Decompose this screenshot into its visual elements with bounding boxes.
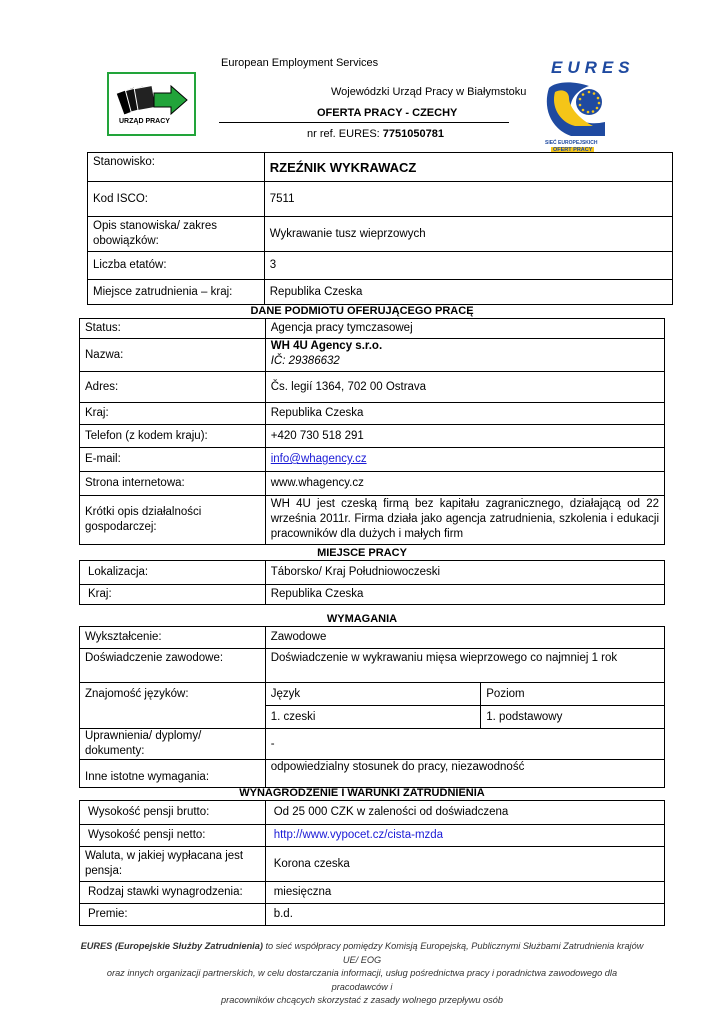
website-label: Strona internetowa:	[80, 472, 266, 496]
isco-label: Kod ISCO:	[88, 182, 265, 217]
salary-section-title: WYNAGRODZENIE I WARUNKI ZATRUDNIENIA	[239, 787, 485, 799]
languages-label: Znajomość języków:	[80, 683, 266, 729]
employer-table	[79, 318, 665, 545]
rate-type-label: Rodzaj stawki wynagrodzenia:	[80, 882, 266, 904]
other-req-value: odpowiedzialny stosunek do pracy, niezawodność	[265, 760, 664, 788]
requirements-section-title: WYMAGANIA	[326, 613, 398, 625]
table-row	[80, 729, 665, 760]
table-row	[80, 847, 665, 882]
urzad-pracy-logo-text: URZĄD PRACY	[119, 118, 170, 125]
email-link[interactable]: info@whagency.cz	[270, 453, 367, 465]
workplace-country-label-2: Kraj:	[80, 585, 266, 605]
requirements-table	[79, 626, 665, 788]
urzad-pracy-logo	[107, 72, 196, 136]
net-salary-label: Wysokość pensji netto:	[80, 825, 266, 847]
position-value: RZEŹNIK WYKRAWACZ	[264, 153, 672, 182]
table-row	[80, 319, 665, 339]
table-row	[80, 825, 665, 847]
company-name: WH 4U Agency s.r.o.	[270, 340, 383, 352]
table-row	[80, 339, 665, 372]
urzad-pracy-logo-icon	[109, 74, 194, 134]
experience-value: Doświadczenie w wykrawaniu mięsa wieprzowego co najmniej 1 rok	[265, 649, 664, 683]
table-row	[88, 153, 673, 182]
header-divider	[219, 122, 509, 123]
other-req-label: Inne istotne wymagania:	[80, 760, 266, 788]
offer-title: OFERTA PRACY - CZECHY	[317, 107, 458, 119]
website-value: www.whagency.cz	[265, 472, 664, 496]
level-value: 1. podstawowy	[481, 706, 665, 729]
address-value: Čs. legií 1364, 702 00 Ostrava	[265, 372, 664, 403]
bonus-label: Premie:	[80, 904, 266, 926]
salary-table	[79, 800, 665, 926]
eures-logo-sub1: SIEĆ EUROPEJSKICH	[545, 140, 598, 146]
footer-bold: EURES (Europejskie Służby Zatrudnienia)	[80, 941, 263, 951]
workplace-country-value-2: Republika Czeska	[265, 585, 664, 605]
isco-value: 7511	[264, 182, 672, 217]
company-name-label: Nazwa:	[80, 339, 266, 372]
table-row	[80, 561, 665, 585]
employer-country-label: Kraj:	[80, 403, 266, 425]
eures-logo	[537, 58, 635, 154]
office-name: Wojewódzki Urząd Pracy w Białymstoku	[331, 86, 527, 98]
ref-number: 7751050781	[382, 128, 444, 140]
positions-count-label: Liczba etatów:	[88, 252, 265, 280]
ref-line	[307, 128, 444, 140]
location-value: Táborsko/ Kraj Południowoczeski	[265, 561, 664, 585]
table-row	[80, 882, 665, 904]
experience-label: Doświadczenie zawodowe:	[80, 649, 266, 683]
footer-line1: to sieć współpracy pomiędzy Komisją Europejską, Publicznymi Służbami Zatrudnienia krajów UE/ EOG	[262, 941, 644, 965]
table-row	[80, 403, 665, 425]
address-label: Adres:	[80, 372, 266, 403]
phone-label: Telefon (z kodem kraju):	[80, 425, 266, 448]
footer-note	[80, 940, 644, 1008]
business-desc-value: WH 4U jest czeską firmą bez kapitału zagranicznego, działającą od 22 września 2011r. Firma działa jako agencja zatrudnienia, szkolenia i edukacji pracowników dla dużych i małych firm	[265, 496, 664, 545]
position-label: Stanowisko:	[88, 153, 265, 182]
language-col-header: Język	[265, 683, 481, 706]
education-label: Wykształcenie:	[80, 627, 266, 649]
gross-salary-value: Od 25 000 CZK w zaleności od doświadczena	[265, 801, 664, 825]
table-row	[80, 448, 665, 472]
email-cell	[265, 448, 664, 472]
net-salary-link[interactable]: http://www.vypocet.cz/cista-mzda	[273, 829, 444, 841]
licenses-label: Uprawnienia/ dyplomy/ dokumenty:	[80, 729, 266, 760]
eures-emblem-icon	[541, 78, 611, 140]
top-title: European Employment Services	[221, 57, 379, 69]
table-row	[80, 683, 665, 706]
table-row	[80, 425, 665, 448]
level-col-header: Poziom	[481, 683, 665, 706]
table-row	[80, 472, 665, 496]
location-label: Lokalizacja:	[80, 561, 266, 585]
status-label: Status:	[80, 319, 266, 339]
gross-salary-label: Wysokość pensji brutto:	[80, 801, 266, 825]
status-value: Agencja pracy tymczasowej	[265, 319, 664, 339]
workplace-country-value: Republika Czeska	[264, 280, 672, 305]
table-row	[80, 585, 665, 605]
education-value: Zawodowe	[265, 627, 664, 649]
eures-logo-sub2: OFERT PRACY	[553, 147, 593, 153]
table-row	[80, 760, 665, 788]
employer-country-value: Republika Czeska	[265, 403, 664, 425]
table-row	[88, 252, 673, 280]
table-row	[80, 496, 665, 545]
phone-value: +420 730 518 291	[265, 425, 664, 448]
table-row	[80, 627, 665, 649]
company-ic: IČ: 29386632	[270, 355, 340, 367]
employer-section-title: DANE PODMIOTU OFERUJĄCEGO PRACĘ	[250, 305, 474, 317]
currency-label: Waluta, w jakiej wypłacana jest pensja:	[80, 847, 266, 882]
eures-logo-text: EURES	[551, 58, 635, 77]
footer-line3: pracowników chcących skorzystać z zasady wolnego przepływu osób	[221, 995, 503, 1005]
table-row	[80, 801, 665, 825]
duties-value: Wykrawanie tusz wieprzowych	[264, 217, 672, 252]
table-row	[88, 182, 673, 217]
company-name-cell	[265, 339, 664, 372]
table-row	[88, 280, 673, 305]
positions-count-value: 3	[264, 252, 672, 280]
language-value: 1. czeski	[265, 706, 481, 729]
table-row	[80, 904, 665, 926]
rate-type-value: miesięczna	[265, 882, 664, 904]
position-table	[87, 152, 673, 305]
email-label: E-mail:	[80, 448, 266, 472]
duties-label: Opis stanowiska/ zakres obowiązków:	[88, 217, 265, 252]
workplace-country-label: Miejsce zatrudnienia – kraj:	[88, 280, 265, 305]
business-desc-label: Krótki opis działalności gospodarczej:	[80, 496, 266, 545]
footer-line2: oraz innych organizacji partnerskich, w celu dostarczania informacji, usług pośrednictwa pracy i poradnictwa zawodowego dla pracodawców i	[106, 968, 618, 992]
workplace-table	[79, 560, 665, 605]
licenses-value: -	[265, 729, 664, 760]
workplace-section-title: MIEJSCE PRACY	[317, 547, 407, 559]
bonus-value: b.d.	[265, 904, 664, 926]
currency-value: Korona czeska	[265, 847, 664, 882]
ref-label: nr ref. EURES:	[307, 128, 383, 140]
table-row	[88, 217, 673, 252]
net-salary-cell	[265, 825, 664, 847]
table-row	[80, 372, 665, 403]
table-row	[80, 649, 665, 683]
